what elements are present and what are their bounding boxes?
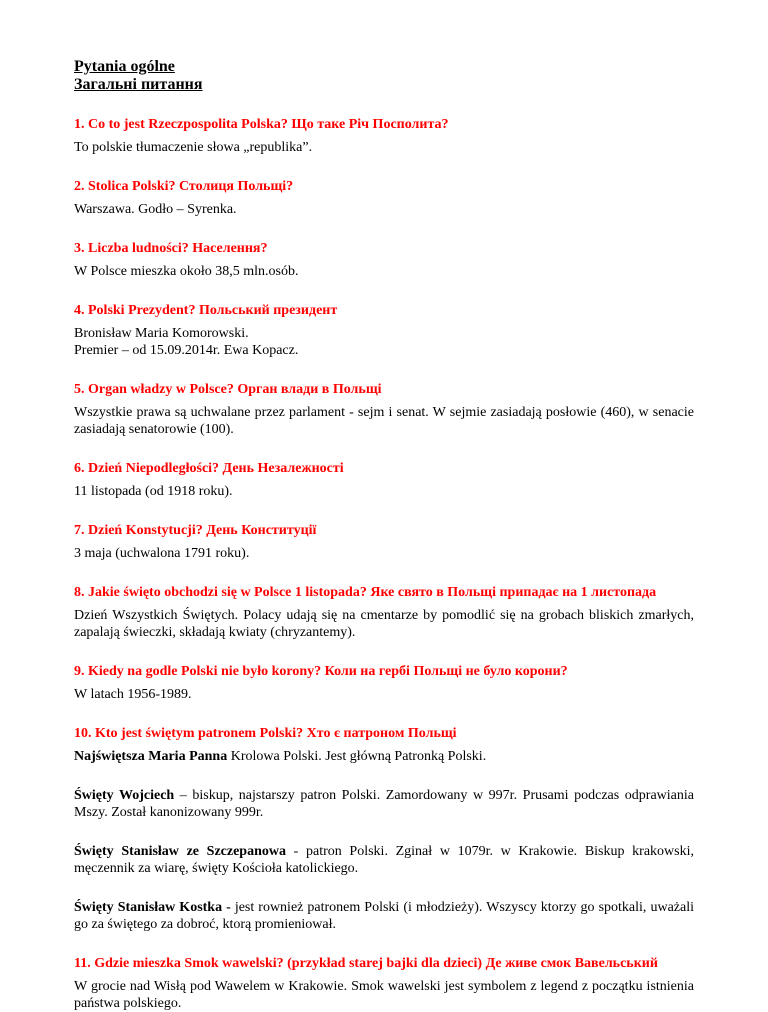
saint-4: [74, 899, 694, 933]
saint-3: [74, 843, 694, 877]
question-1: 1. Co to jest Rzeczpospolita Polska? Що таке Річ Посполита?: [74, 117, 449, 132]
saint-1-name: Najświętsza Maria Panna: [74, 749, 228, 764]
qa-item-7: [74, 522, 694, 562]
answer-5: Wszystkie prawa są uchwalane przez parlament - sejm i senat. W sejmie zasiadają posłowie (460), w senacie zasiadają senatorowie (100).: [74, 405, 694, 437]
qa-item-8: [74, 584, 694, 641]
question-10: 10. Kto jest świętym patronem Polski? Хто є патроном Польщі: [74, 726, 457, 741]
saint-4-text: jest rownież patronem Polski (i młodzieży). Wszyscy ktorzy go spotkali, uważali go za świętego za dobroć, ktorą promieniował.: [74, 900, 694, 932]
saint-1-text: Krolowa Polski. Jest główną Patronką Polski.: [227, 749, 487, 764]
qa-item-9: [74, 663, 694, 703]
answer-3: W Polsce mieszka około 38,5 mln.osób.: [74, 264, 299, 279]
saint-3-text: - patron Polski. Zginał w 1079r. w Krakowie. Biskup krakowski, męczennik za wiarę, święty Kościoła katolickiego.: [74, 844, 694, 876]
question-5: 5. Organ władzy w Polsce? Орган влади в Польщі: [74, 382, 382, 397]
heading-polish: Pytania ogólne: [74, 58, 175, 75]
answer-11: W grocie nad Wisłą pod Wawelem w Krakowie. Smok wawelski jest symbolem z legend z początku istnienia państwa polskiego.: [74, 979, 694, 1011]
answer-1: To polskie tłumaczenie słowa „republika”.: [74, 140, 313, 155]
saint-2-text: – biskup, najstarszy patron Polski. Zamordowany w 997r. Prusami podczas odprawiania Mszy. Został kanonizowany 999r.: [74, 788, 694, 820]
answer-9: W latach 1956-1989.: [74, 687, 192, 702]
qa-item-2: [74, 178, 694, 218]
answer-2: Warszawa. Godło – Syrenka.: [74, 202, 237, 217]
question-3: 3. Liczba ludności? Населення?: [74, 241, 268, 256]
answer-4-line-2: Premier – od 15.09.2014r. Ewa Kopacz.: [74, 343, 299, 358]
saint-2-name: Święty Wojciech: [74, 788, 175, 803]
qa-item-3: [74, 240, 694, 280]
qa-item-1: [74, 116, 694, 156]
document-page: [74, 58, 694, 1012]
saint-2: [74, 787, 694, 821]
question-9: 9. Kiedy na godle Polski nie było korony? Коли на гербі Польщі не було корони?: [74, 664, 568, 679]
question-11: 11. Gdzie mieszka Smok wawelski? (przykład starej bajki dla dzieci) Де живе смок Вавельський: [74, 956, 658, 971]
question-7: 7. Dzień Konstytucji? День Конституції: [74, 523, 317, 538]
answer-8: Dzień Wszystkich Świętych. Polacy udają się na cmentarze by pomodlić się na grobach bliskich zmarłych, zapalają świeczki, składają kwiaty (chryzantemy).: [74, 608, 694, 640]
document-heading: [74, 58, 694, 94]
question-8: 8. Jakie święto obchodzi się w Polsce 1 listopada? Яке свято в Польщі припадає на 1 листопада: [74, 585, 657, 600]
saint-3-name: Święty Stanisław ze Szczepanowa: [74, 844, 286, 859]
answer-7: 3 maja (uchwalona 1791 roku).: [74, 546, 250, 561]
qa-item-5: [74, 381, 694, 438]
question-2: 2. Stolica Polski? Столиця Польщі?: [74, 179, 294, 194]
qa-item-11: [74, 955, 694, 1012]
qa-item-4: [74, 302, 694, 359]
qa-item-6: [74, 460, 694, 500]
heading-ukrainian: Загальні питання: [74, 76, 203, 93]
qa-item-10: [74, 725, 694, 933]
question-4: 4. Polski Prezydent? Польський президент: [74, 303, 338, 318]
question-6: 6. Dzień Niepodległości? День Незалежності: [74, 461, 344, 476]
saint-4-name: Święty Stanisław Kostka -: [74, 900, 231, 915]
answer-4-line-1: Bronisław Maria Komorowski.: [74, 326, 249, 341]
saint-1: [74, 748, 694, 765]
answer-6: 11 listopada (od 1918 roku).: [74, 484, 233, 499]
